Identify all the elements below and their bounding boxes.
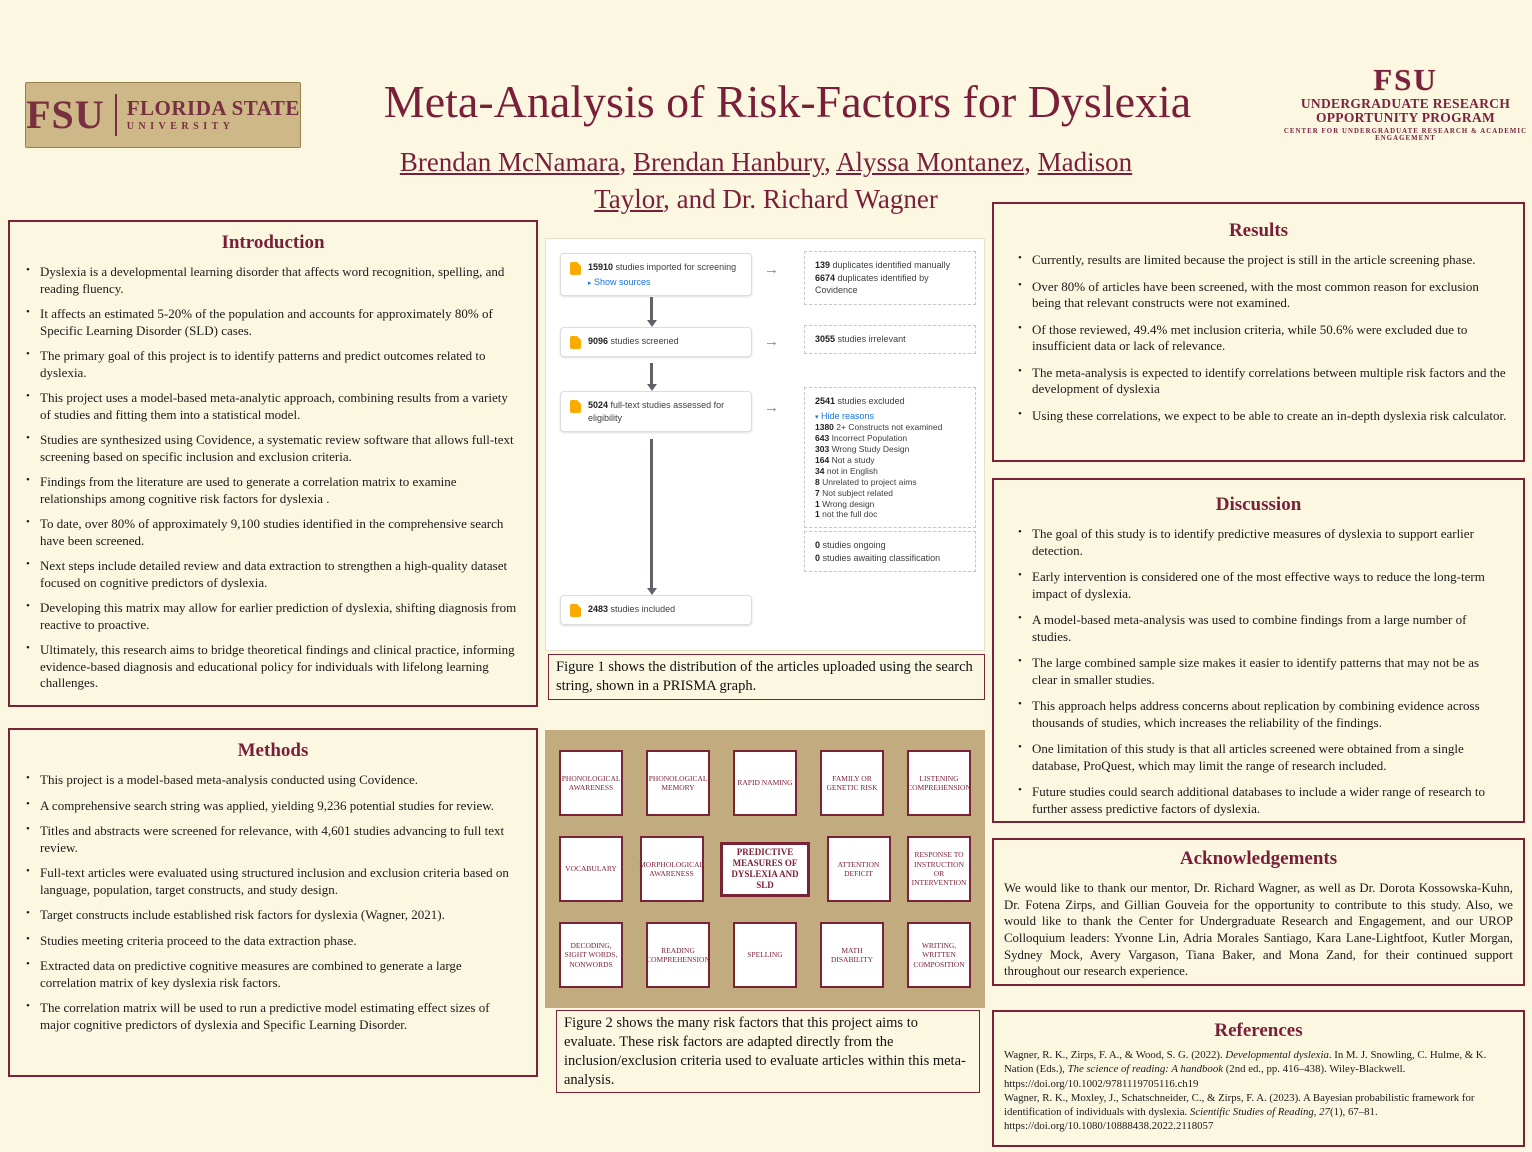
bullet-item: • The meta-analysis is expected to identify correlations between multiple risk factors and the development of dyslexia [1030,365,1507,398]
bullet-item: • Full-text articles were evaluated using structured inclusion and exclusion criteria based on language, population, target constructs, and study design. [38,865,520,898]
exclusion-reason: 1 not the full doc [815,509,878,520]
bullet-item: • Extracted data on predictive cognitive measures are combined to generate a large correlation matrix of key dyslexia risk factors. [38,958,520,991]
acknowledgements-text: We would like to thank our mentor, Dr. Richard Wagner, as well as Dr. Dorota Kossowska-Kuhn, Dr. Fotena Zirps, and Gillian Gouveia for the opportunity to contribute to this study. Also, we would like to thank the Center for Undergraduate Research and Engagement, and our UROP Colloquium leaders: Yvonne Lin, Adria Morales Santiago, Kara Lane-Lightfoot, Kutler Morgan, Sydney Mock, Avery Vargason, Tiana Baker, and Mona Zand, for their continued support throughout our research experience. [1004,881,1513,979]
discussion-panel [992,478,1525,823]
references-panel [992,1010,1525,1147]
figure1-prisma [545,238,985,651]
urop-logo [1283,64,1528,142]
exclusion-reason: 164 Not a study [815,455,875,466]
hide-reasons-link[interactable]: ▾ Hide reasons [815,410,875,421]
introduction-panel [8,220,538,707]
flow-arrow-right-icon: → [764,261,779,278]
bullet-item: • A comprehensive search string was applied, yielding 9,236 potential studies for review. [38,798,520,815]
risk-factor-box: ATTENTION DEFICIT [827,836,891,902]
bullet-item: • Next steps include detailed review and data extraction to strengthen a high-quality dataset focused on cognitive predictors of dyslexia. [38,558,520,591]
prisma-screened-text: 9096 studies screened [588,336,679,346]
prisma-excluded-text: 2541 studies excluded [815,396,905,406]
risk-factor-box: PHONOLOGICAL MEMORY [646,750,710,816]
bullet-item: • Titles and abstracts were screened for relevance, with 4,601 studies advancing to full text review. [38,823,520,856]
authors-line2: Taylor, and Dr. Richard Wagner [594,184,938,214]
urop-logo-line1: UNDERGRADUATE RESEARCH [1300,95,1511,111]
reference-entry: Wagner, R. K., Moxley, J., Schatschneider, C., & Zirps, F. A. (2023). A Bayesian probabilistic framework for identification of individuals with dyslexia. Scientific Studies of Reading, 27(1), 67–81. https://doi.org/10.1080/10888438.2022.2118057 [1004,1091,1475,1133]
exclusion-reason: 303 Wrong Study Design [815,444,910,455]
prisma-included-box [560,595,752,625]
page-title: Meta-Analysis of Risk-Factors for Dyslexia [383,76,1192,127]
prisma-duplicates-box [804,251,976,305]
flow-arrow-right-icon: → [764,333,779,350]
risk-factor-box: DECODING, SIGHT WORDS, NONWORDS [559,922,623,988]
prisma-exclusion-reasons [815,422,965,520]
risk-factor-box: SPELLING [733,922,797,988]
prisma-imported-box [560,253,752,296]
risk-factor-box: LISTENING COMPREHENSION [907,750,971,816]
authors-line1: Brendan McNamara, Brendan Hanbury, Alyssa Montanez, Madison [399,147,1133,177]
show-sources-link[interactable]: ▸ Show sources [588,276,651,287]
bullet-item: • Of those reviewed, 49.4% met inclusion criteria, while 50.6% were excluded due to insufficient data or lack of relevance. [1030,322,1507,355]
risk-factor-box: FAMILY OR GENETIC RISK [820,750,884,816]
methods-title: Methods [237,740,309,761]
fsu-logo-wordmark [127,98,300,132]
introduction-bullets [38,264,520,692]
prisma-screened-box [560,327,752,357]
discussion-title: Discussion [1215,494,1302,515]
flow-arrow-down-icon [650,439,653,589]
fsu-logo-university: UNIVERSITY [126,121,235,132]
document-icon [570,336,581,349]
figure2-row3 [559,922,971,988]
bullet-item: • The primary goal of this project is to identify patterns and predict outcomes related to dyslexia. [38,348,520,381]
risk-factor-box: RESPONSE TO INSTRUCTION OR INTERVENTION [907,836,971,902]
bullet-item: • Over 80% of articles have been screened, with the most common reason for exclusion being that relevant constructs were not examined. [1030,279,1507,312]
exclusion-reason: 8 Unrelated to project aims [815,476,917,487]
document-icon [570,400,581,413]
document-icon [570,604,581,617]
bullet-item: • Developing this matrix may allow for earlier prediction of dyslexia, shifting diagnosis from reactive to proactive. [38,600,520,633]
urop-logo-acronym: FSU [1373,62,1438,97]
prisma-irrelevant-box [804,325,976,354]
figure2-row2 [559,836,971,902]
bullet-item: • Currently, results are limited because the project is still in the article screening phase. [1030,252,1507,269]
results-title: Results [1228,220,1289,241]
document-icon [570,262,581,275]
bullet-item: • This project uses a model-based meta-analytic approach, combining results from a variety of studies and fitting them into a statistical model. [38,390,520,423]
prisma-line: 0 studies awaiting classification [815,552,941,563]
methods-panel [8,728,538,1077]
prisma-fulltext-text: 5024 full-text studies assessed for eligibility [588,400,725,423]
bullet-item: • Future studies could search additional databases to include a wider range of research to further assess predictive factors of dyslexia. [1030,784,1507,817]
figure2-caption: Figure 2 shows the many risk factors that this project aims to evaluate. These risk factors are adapted directly from the inclusion/exclusion criteria used to evaluate articles within this meta-analysis. [556,1010,980,1093]
urop-logo-subtitle: CENTER FOR UNDERGRADUATE RESEARCH & ACADEMIC ENGAGEMENT [1283,127,1528,143]
bullet-item: • To date, over 80% of approximately 9,100 studies identified in the comprehensive search have been screened. [38,516,520,549]
exclusion-reason: 34 not in English [815,465,878,476]
urop-logo-line2: OPPORTUNITY PROGRAM [1315,109,1496,125]
bullet-item: • Studies are synthesized using Covidence, a systematic review software that allows full-text screening based on specific inclusion and exclusion criteria. [38,432,520,465]
bullet-item: • The goal of this study is to identify predictive measures of dyslexia to support earlier detection. [1030,526,1507,559]
risk-factor-box: VOCABULARY [559,836,623,902]
discussion-bullets [1030,526,1507,817]
exclusion-reason: 1380 2+ Constructs not examined [815,422,943,433]
flow-arrow-down-icon [650,363,653,385]
flow-arrow-right-icon: → [764,399,779,416]
figure1-caption: Figure 1 shows the distribution of the articles uploaded using the search string, shown in a PRISMA graph. [548,654,985,700]
risk-factor-box: MATH DISABILITY [820,922,884,988]
flow-arrow-down-icon [650,297,653,321]
triangle-right-icon: ▸ [588,279,592,287]
prisma-imported-text: 15910 studies imported for screening [588,262,737,272]
bullet-item: • The large combined sample size makes it easier to identify patterns that may not be as clear in smaller studies. [1030,655,1507,688]
exclusion-reason: 1 Wrong design [815,498,875,509]
exclusion-reason: 7 Not subject related [815,487,893,498]
prisma-included-text: 2483 studies included [588,604,676,614]
risk-factor-box: MORPHOLOGICAL AWARENESS [640,836,704,902]
fsu-logo [25,82,301,148]
prisma-line: 0 studies ongoing [815,540,886,550]
introduction-title: Introduction [221,232,325,253]
risk-factor-box: RAPID NAMING [733,750,797,816]
bullet-item: • Studies meeting criteria proceed to the data extraction phase. [38,933,520,950]
prisma-excluded-box [804,387,976,528]
acknowledgements-panel [992,838,1525,986]
bullet-item: • A model-based meta-analysis was used to combine findings from a large number of studies. [1030,612,1507,645]
prisma-status-box [804,531,976,572]
figure2-risk-factors [545,730,985,1008]
prisma-line: 6674 duplicates identified by Covidence [815,272,929,296]
exclusion-reason: 643 Incorrect Population [815,433,908,444]
figure2-row1 [559,750,971,816]
triangle-down-icon: ▾ [815,413,819,421]
methods-bullets [38,772,520,1033]
bullet-item: • This approach helps address concerns about replication by combining evidence across thousands of studies, which increases the reliability of the findings. [1030,698,1507,731]
fsu-logo-name: FLORIDA STATE [126,96,300,120]
risk-factor-box: WRITING, WRITTEN COMPOSITION [907,922,971,988]
bullet-item: • Ultimately, this research aims to bridge theoretical findings and clinical practice, informing evidence-based diagnosis and educational policy for individuals with lifelong learning challenges. [38,642,520,692]
prisma-fulltext-box [560,391,752,432]
fsu-logo-divider [115,94,117,136]
fsu-logo-acronym: FSU [26,92,105,137]
bullet-item: • Target constructs include established risk factors for dyslexia (Wagner, 2021). [38,907,520,924]
bullet-item: • Findings from the literature are used to generate a correlation matrix to examine relationships among cognitive risk factors for dyslexia . [38,474,520,507]
bullet-item: • Dyslexia is a developmental learning disorder that affects word recognition, spelling, and reading fluency. [38,264,520,297]
bullet-item: • The correlation matrix will be used to run a predictive model estimating effect sizes of major cognitive predictors of dyslexia and Specific Learning Disorder. [38,1000,520,1033]
results-bullets [1030,252,1507,424]
prisma-line: 3055 studies irrelevant [815,334,906,344]
predictive-measures-center-box: PREDICTIVE MEASURES OF DYSLEXIA AND SLD [720,842,810,897]
bullet-item: • Early intervention is considered one of the most effective ways to reduce the long-term impact of dyslexia. [1030,569,1507,602]
results-panel [992,202,1525,462]
references-title: References [1214,1020,1303,1041]
risk-factor-box: READING COMPREHENSION [646,922,710,988]
risk-factor-box: PHONOLOGICAL AWARENESS [559,750,623,816]
bullet-item: • Using these correlations, we expect to be able to create an in-depth dyslexia risk calculator. [1030,408,1507,425]
bullet-item: • It affects an estimated 5-20% of the population and accounts for approximately 80% of Specific Learning Disorder (SLD) cases. [38,306,520,339]
prisma-line: 139 duplicates identified manually [815,260,951,270]
bullet-item: • This project is a model-based meta-analysis conducted using Covidence. [38,772,520,789]
bullet-item: • One limitation of this study is that all articles screened were obtained from a single database, ProQuest, which may limit the range of research included. [1030,741,1507,774]
prisma-diagram [546,239,984,650]
acknowledgements-title: Acknowledgements [1179,848,1338,869]
reference-entry: Wagner, R. K., Zirps, F. A., & Wood, S. G. (2022). Developmental dyslexia. In M. J. Snowling, C. Hulme, & K. Nation (Eds.), The science of reading: A handbook (2nd ed., pp. 416–438). Wiley-Blackwell. https://doi.org/10.1002/9781119705116.ch19 [1004,1049,1487,1090]
